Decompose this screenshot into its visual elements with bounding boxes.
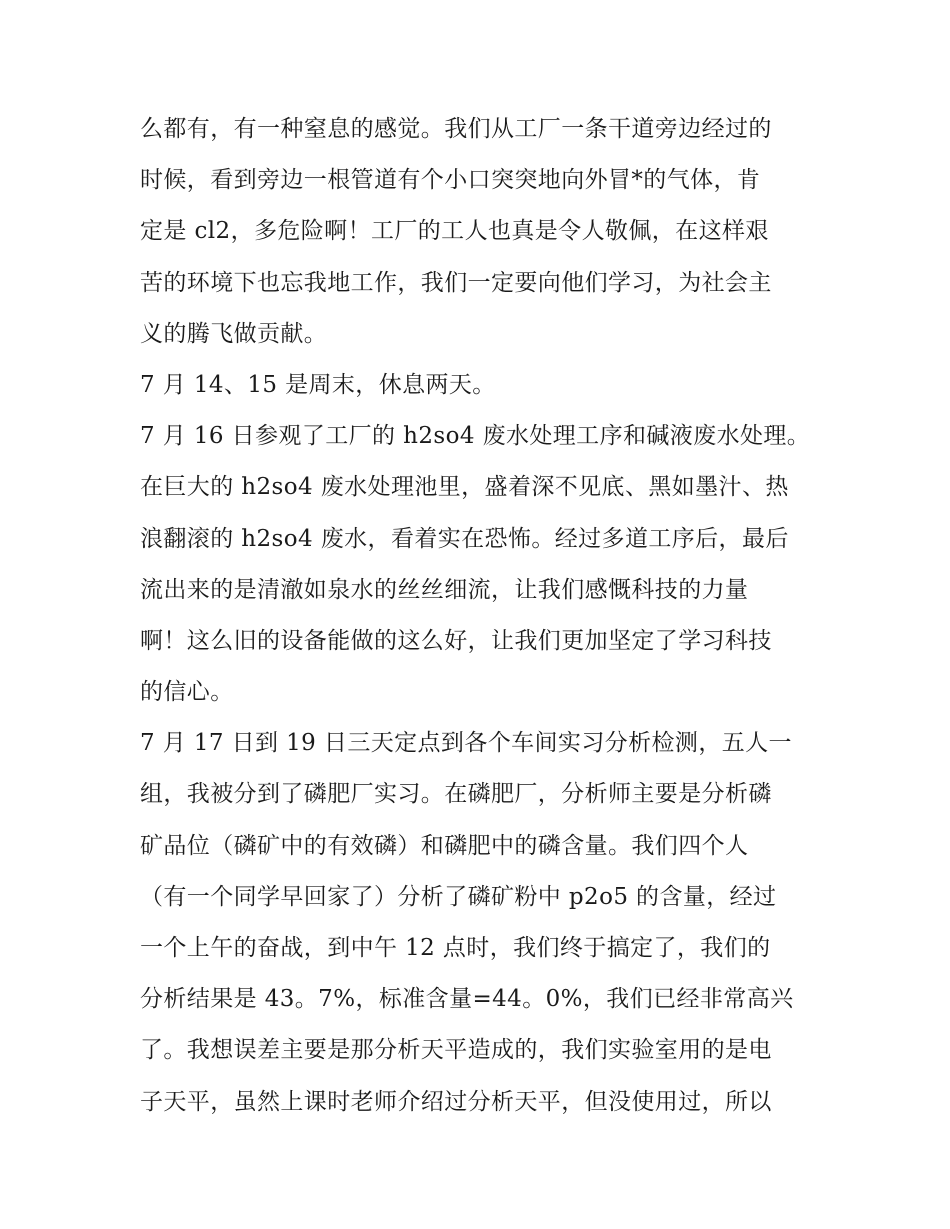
- text-line: 7 月 14、15 是周末，休息两天。: [140, 371, 496, 398]
- text-line: 组，我被分到了磷肥厂实习。在磷肥厂，分析师主要是分析磷: [140, 781, 772, 808]
- text-line: 子天平，虽然上课时老师介绍过分析天平，但没使用过，所以: [140, 1088, 772, 1115]
- text-line: 一个上午的奋战，到中午 12 点时，我们终于搞定了，我们的: [140, 935, 771, 961]
- text-line: 苦的环境下也忘我地工作，我们一定要向他们学习，为社会主: [140, 269, 772, 296]
- text-line: 定是 cl2，多危险啊！工厂的工人也真是令人敬佩，在这样艰: [140, 218, 769, 245]
- text-line: 了。我想误差主要是那分析天平造成的，我们实验室用的是电: [140, 1037, 772, 1064]
- text-line: 义的腾飞做贡献。: [140, 320, 328, 347]
- text-line: （有一个同学早回家了）分析了磷矿粉中 p2o5 的含量，经过: [140, 883, 777, 910]
- text-line: 7 月 16 日参观了工厂的 h2so4 废水处理工序和碱液废水处理。: [140, 423, 811, 450]
- text-line: 啊！这么旧的设备能做的这么好，让我们更加坚定了学习科技: [140, 627, 772, 654]
- text-line: 时候，看到旁边一根管道有个小口突突地向外冒*的气体，肯: [140, 167, 761, 194]
- body-text: [140, 104, 820, 1128]
- text-line: 浪翻滚的 h2so4 废水，看着实在恐怖。经过多道工序后，最后: [140, 525, 789, 552]
- text-line: 流出来的是清澈如泉水的丝丝细流，让我们感慨科技的力量: [140, 576, 749, 603]
- text-line: 在巨大的 h2so4 废水处理池里，盛着深不见底、黑如墨汁、热: [140, 474, 789, 501]
- text-line: 的信心。: [140, 679, 234, 706]
- text-line: 么都有，有一种窒息的感觉。我们从工厂一条干道旁边经过的: [140, 116, 772, 142]
- text-line: 7 月 17 日到 19 日三天定点到各个车间实习分析检测，五人一: [140, 730, 792, 757]
- text-line: 分析结果是 43。7%，标准含量=44。0%，我们已经非常高兴: [140, 986, 794, 1013]
- text-line: 矿品位（磷矿中的有效磷）和磷肥中的磷含量。我们四个人: [140, 832, 749, 859]
